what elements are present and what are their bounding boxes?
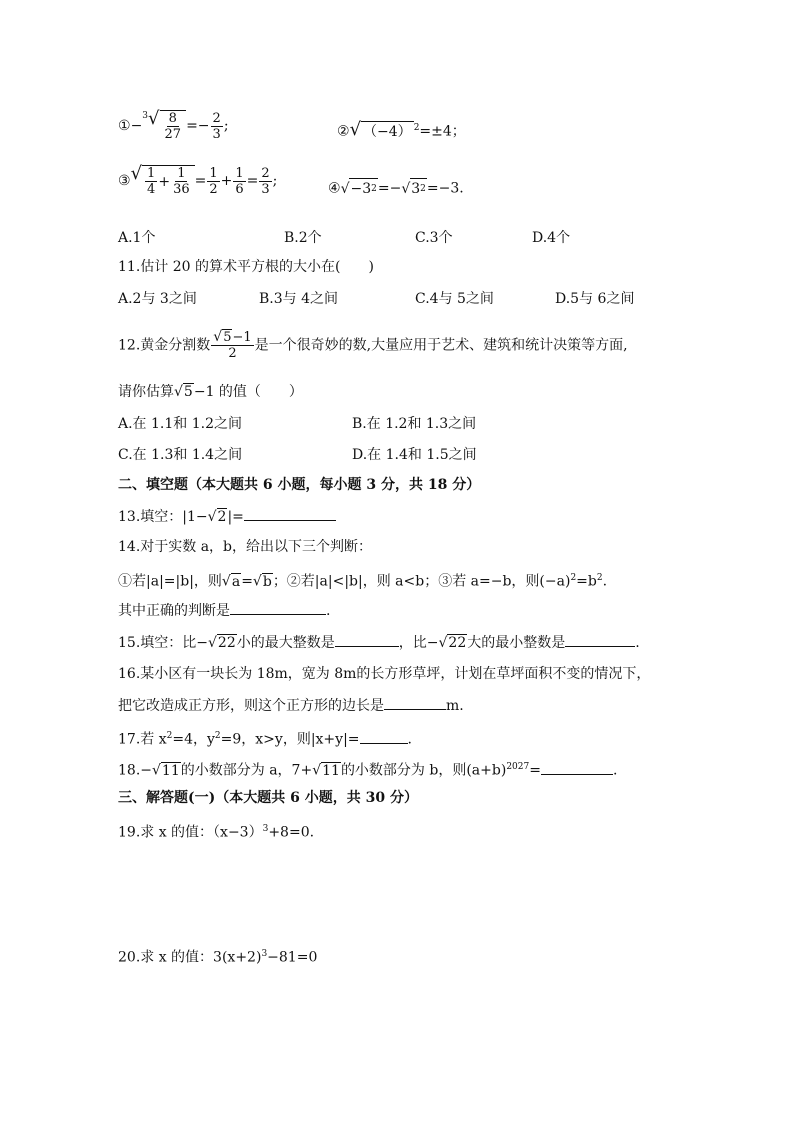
answer-blank[interactable]	[335, 632, 399, 647]
item-3-end: ;	[272, 173, 278, 189]
fraction-2-3	[211, 111, 223, 142]
q18-part-c: 的小数部分为 b，则(a+b)	[340, 762, 507, 779]
answer-blank[interactable]	[384, 695, 446, 710]
q15-part-2: ，比−	[398, 635, 439, 651]
radicand: 3	[411, 181, 421, 197]
q13-abs-close: |=	[227, 509, 244, 525]
q20-part-b: −81=0	[267, 949, 318, 966]
answer-blank[interactable]	[244, 506, 336, 521]
q12-line2-prefix: 请你估算	[118, 384, 174, 400]
q19-part-a: 19.求 x 的值：（x−3）	[118, 824, 263, 841]
cube-root-index: 3	[142, 111, 149, 122]
fraction-numerator: 1	[235, 165, 244, 181]
golden-ratio-fraction: $\frac{√5-1}{2}$	[213, 329, 252, 361]
q13-abs-open: |1−	[182, 509, 208, 525]
item-2-result: =±4；	[419, 123, 466, 140]
q11-option-a[interactable]: A.2与 3之间	[118, 291, 197, 307]
equals-sign: =	[246, 173, 259, 189]
exponent: 3	[262, 824, 269, 834]
fraction-denominator: 3	[212, 126, 221, 142]
sqrt-sum: √ $\frac{1}{4}$ + $\frac{1}{36}$	[131, 165, 195, 197]
fraction-numerator: 1	[147, 166, 156, 181]
question-18: 18.−√11的小数部分为 a，7+√11的小数部分为 b，则$(a+b)^{2027}=$ .	[118, 757, 617, 781]
item-4-end: =−3.	[426, 180, 464, 197]
q17-part-b: =4，y	[172, 731, 215, 748]
radicand: 5	[223, 330, 232, 345]
radicand: 5	[183, 384, 193, 400]
q19-part-b: +8=0.	[268, 824, 315, 841]
exponent: 2	[214, 731, 221, 741]
question-16: 16.某小区有一块长为 18m，宽为 8m的长方形草坪，计划在草坪面积不变的情况下，	[118, 666, 651, 682]
question-20	[118, 944, 317, 968]
equals-sign: =	[241, 573, 253, 590]
sqrt-neg3-squared: √ −3 2	[341, 181, 378, 197]
fraction-1-4	[145, 166, 157, 197]
q12-option-b[interactable]: B.在 1.2和 1.3之间	[352, 416, 477, 432]
radicand: b	[262, 573, 272, 590]
item-1-minus: −	[130, 118, 143, 134]
section-2-heading: 二、填空题（本大题共 6 小题，每小题 3 分，共 18 分）	[118, 477, 481, 493]
exponent: 3	[261, 949, 268, 959]
item-1	[118, 110, 229, 142]
q17-end: .	[407, 731, 412, 748]
fraction-numerator: 8	[168, 111, 177, 126]
fraction-denominator: 6	[235, 181, 244, 197]
question-19	[118, 819, 314, 843]
q17-part-a: 17.若 x	[118, 731, 167, 748]
q18-part-a: 18.−	[118, 762, 152, 779]
fraction-denominator: 4	[147, 182, 156, 197]
fraction-denominator: 2	[228, 346, 237, 361]
sqrt-neg4-squared: √ （−4）	[349, 119, 412, 141]
q13-prefix: 13.填空：	[118, 509, 183, 525]
q14-equals-b: =b	[576, 573, 597, 590]
fraction-8-27	[163, 111, 184, 142]
item-2	[337, 118, 466, 142]
radicand: 11	[161, 762, 180, 779]
fraction-numerator: 2	[212, 110, 221, 126]
q11-option-d[interactable]: D.5与 6之间	[555, 291, 635, 307]
q10-option-d[interactable]: D.4个	[532, 230, 571, 246]
section-3-heading: 三、解答题(一)（本大题共 6 小题，共 30 分）	[118, 790, 418, 806]
q11-option-b[interactable]: B.3与 4之间	[259, 291, 339, 307]
fraction-1-2	[207, 166, 219, 197]
q15-part-1: 小的最大整数是	[236, 635, 335, 651]
fraction-denominator: 3	[261, 181, 270, 197]
item-3-marker: ③	[118, 173, 131, 189]
exponent: 2027	[506, 762, 530, 772]
radicand: 2	[217, 509, 227, 525]
exponent: 2	[413, 123, 420, 133]
q10-option-c[interactable]: C.3个	[415, 230, 453, 246]
item-3	[118, 165, 277, 197]
exponent: 2	[596, 573, 603, 583]
exponent: 2	[570, 573, 577, 583]
question-12	[118, 330, 628, 361]
item-4-marker: ④	[328, 180, 341, 197]
plus-sign: +	[220, 173, 233, 189]
fraction-2-3	[259, 166, 271, 197]
q16-unit: m.	[446, 698, 464, 714]
radicand: −3	[350, 181, 372, 197]
exponent: 2	[166, 731, 173, 741]
q12-line2-suffix: −1 的值（ ）	[193, 384, 303, 400]
equals-minus: =−	[377, 180, 402, 197]
question-14-answer	[118, 600, 330, 621]
question-11: 11.估计 20 的算术平方根的大小在( )	[118, 259, 374, 275]
fraction-numerator: 1	[177, 166, 186, 181]
question-14: 14.对于实数 a，b，给出以下三个判断：	[118, 539, 373, 555]
q10-option-a[interactable]: A.1个	[118, 230, 156, 246]
q18-equals: =	[529, 762, 541, 779]
plus-sign: +	[158, 173, 171, 190]
item-2-marker: ②	[337, 123, 350, 140]
question-13: 13.填空：|1−√2|=	[118, 506, 336, 527]
q14-statement-1: ①若|a|=|b|，则	[118, 573, 222, 590]
q15-prefix: 15.填空：比−	[118, 635, 208, 651]
q18-end: .	[612, 762, 618, 779]
item-1-end: ;	[223, 118, 229, 134]
q15-end: .	[635, 635, 640, 651]
answer-blank[interactable]	[360, 729, 408, 744]
question-17	[118, 726, 412, 750]
q12-option-c[interactable]: C.在 1.3和 1.4之间	[118, 447, 243, 463]
q17-part-c: =9，x>y，则|x+y|=	[220, 731, 360, 748]
answer-blank[interactable]	[230, 600, 326, 615]
answer-blank[interactable]	[565, 632, 635, 647]
fraction-1-36	[171, 166, 192, 197]
radicand: 22	[217, 635, 236, 651]
radicand: 22	[448, 635, 467, 651]
fraction-denominator: 36	[173, 182, 190, 197]
q14-period: .	[602, 573, 608, 590]
q15-part-3: 大的最小整数是	[467, 635, 566, 651]
answer-blank[interactable]	[541, 760, 613, 775]
numerator-tail: −1	[232, 330, 252, 345]
item-1-equals: =−	[186, 118, 210, 134]
question-12-line-2: 请你估算√5−1 的值（ ）	[118, 384, 303, 400]
fraction-1-6	[233, 166, 245, 197]
exponent: 2	[420, 184, 426, 194]
q14-statement-2-3: ；②若|a|<|b|，则 a<b；③若 a=−b，则(−a)	[272, 573, 571, 590]
q10-option-b[interactable]: B.2个	[284, 230, 322, 246]
q18-part-b: 的小数部分为 a，7+	[180, 762, 313, 779]
q16-prompt: 把它改造成正方形，则这个正方形的边长是	[118, 698, 384, 714]
q12-prefix: 12.黄金分割数	[118, 337, 211, 354]
radicand: （−4）	[361, 121, 414, 142]
fraction-denominator: 27	[164, 127, 182, 142]
item-4	[328, 178, 464, 199]
q14-answer-end: .	[326, 603, 331, 619]
fraction-numerator: 2	[261, 165, 270, 181]
equals-sign: =	[194, 173, 207, 189]
q14-answer-prompt: 其中正确的判断是	[118, 603, 230, 619]
q12-option-d[interactable]: D.在 1.4和 1.5之间	[352, 447, 477, 463]
q11-option-c[interactable]: C.4与 5之间	[415, 291, 494, 307]
radicand: a	[231, 573, 241, 590]
q12-option-a[interactable]: A.在 1.1和 1.2之间	[118, 416, 242, 432]
q20-part-a: 20.求 x 的值：3(x+2)	[118, 949, 262, 966]
fraction-denominator: 2	[209, 181, 218, 197]
q12-suffix: 是一个很奇妙的数,大量应用于艺术、建筑和统计决策等方面,	[254, 337, 628, 354]
cube-root-8-27: √ $\frac{8}{27}$	[148, 110, 186, 142]
sqrt-3-squared: √ 3 2	[401, 181, 427, 197]
question-14-statements: ①若|a|=|b|，则√a=√b；②若|a|<|b|，则 a<b；③若 a=−b，则$(-a)^2=b^2$.	[118, 573, 608, 590]
exponent: 2	[371, 184, 377, 194]
question-15: 15.填空：比−√22小的最大整数是 ，比−√22大的最小整数是 .	[118, 632, 640, 653]
radicand: 11	[322, 762, 340, 779]
item-1-marker: ①	[118, 118, 131, 134]
fraction-numerator: 1	[209, 165, 218, 181]
question-16-line-2	[118, 695, 464, 716]
